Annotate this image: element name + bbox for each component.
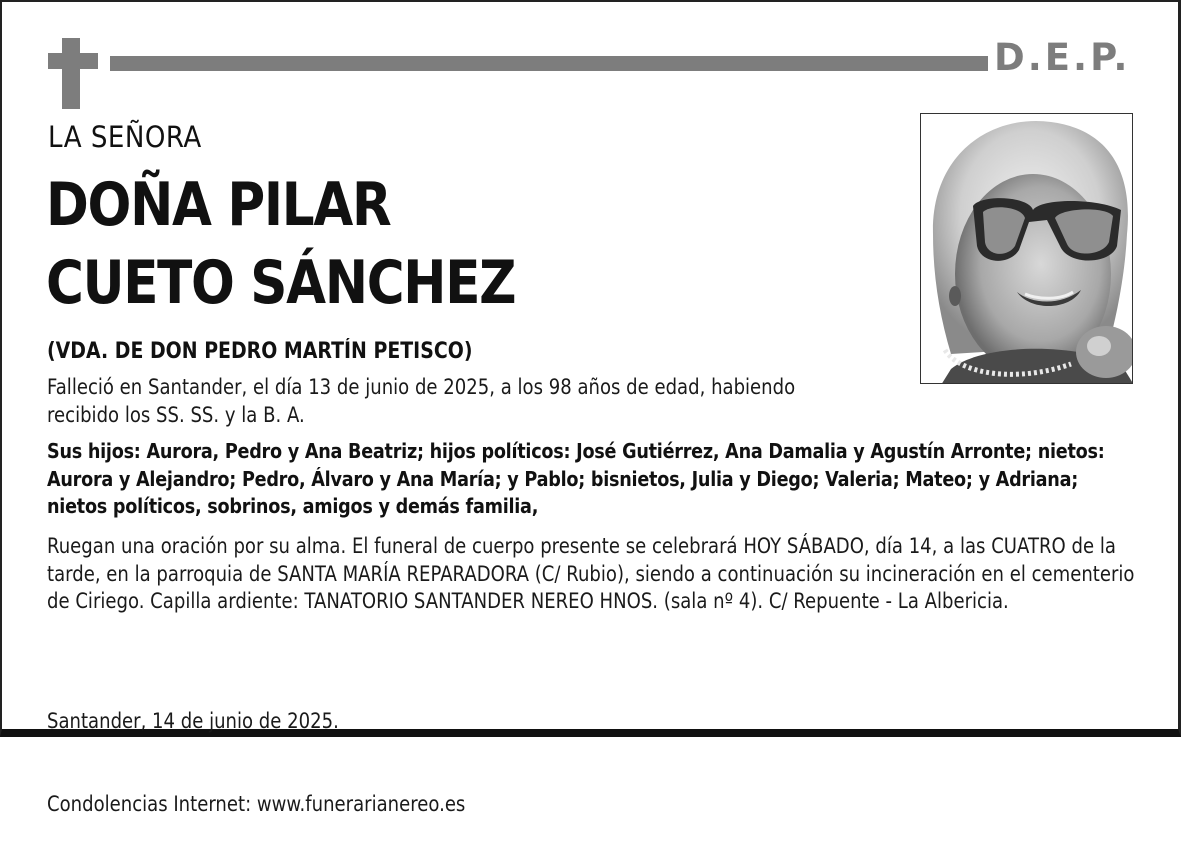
widow-note: (VDA. DE DON PEDRO MARTÍN PETISCO) <box>47 339 473 364</box>
portrait-photo <box>920 113 1133 384</box>
place-date: Santander, 14 de junio de 2025. <box>47 709 339 733</box>
cross-icon-bar <box>48 53 98 69</box>
funeral-info-text: Ruegan una oración por su alma. El funeral de cuerpo presente se celebrará HOY SÁBADO, día 14, a las CUATRO de la tarde, en la parroquia de SANTA MARÍA REPARADORA (C/ Rubio), siendo a continuación su incineración en el cementerio de Ciriego. Capilla ardiente: TANATORIO SANTANDER NEREO HNOS. (sala nº 4). C/ Repuente - La Albericia. <box>47 534 1141 613</box>
cross-icon <box>62 38 80 109</box>
deceased-name-line1: DOÑA PILAR <box>46 170 391 240</box>
pretitle: LA SEÑORA <box>48 120 202 154</box>
condolences-line: Condolencias Internet: www.funerarianereo.es <box>47 791 466 816</box>
deceased-name-line2: CUETO SÁNCHEZ <box>46 248 516 318</box>
portrait-image <box>921 114 1133 384</box>
header-rule <box>110 56 988 71</box>
dep-label: D.E.P. <box>994 36 1131 79</box>
closing-text <box>47 653 735 846</box>
death-notice-text: Falleció en Santander, el día 13 de junio de 2025, a los 98 años de edad, habiendo recibido los SS. SS. y la B. A. <box>47 375 801 427</box>
family-text: Sus hijos: Aurora, Pedro y Ana Beatriz; hijos políticos: José Gutiérrez, Ana Damalia y Agustín Arronte; nietos: Aurora y Alejandro; Pedro, Álvaro y Ana María; y Pablo; bisnietos, Julia y Diego; Valeria; Mateo; y Adriana; nietos políticos, sobrinos, amigos y demás familia, <box>47 439 1111 518</box>
